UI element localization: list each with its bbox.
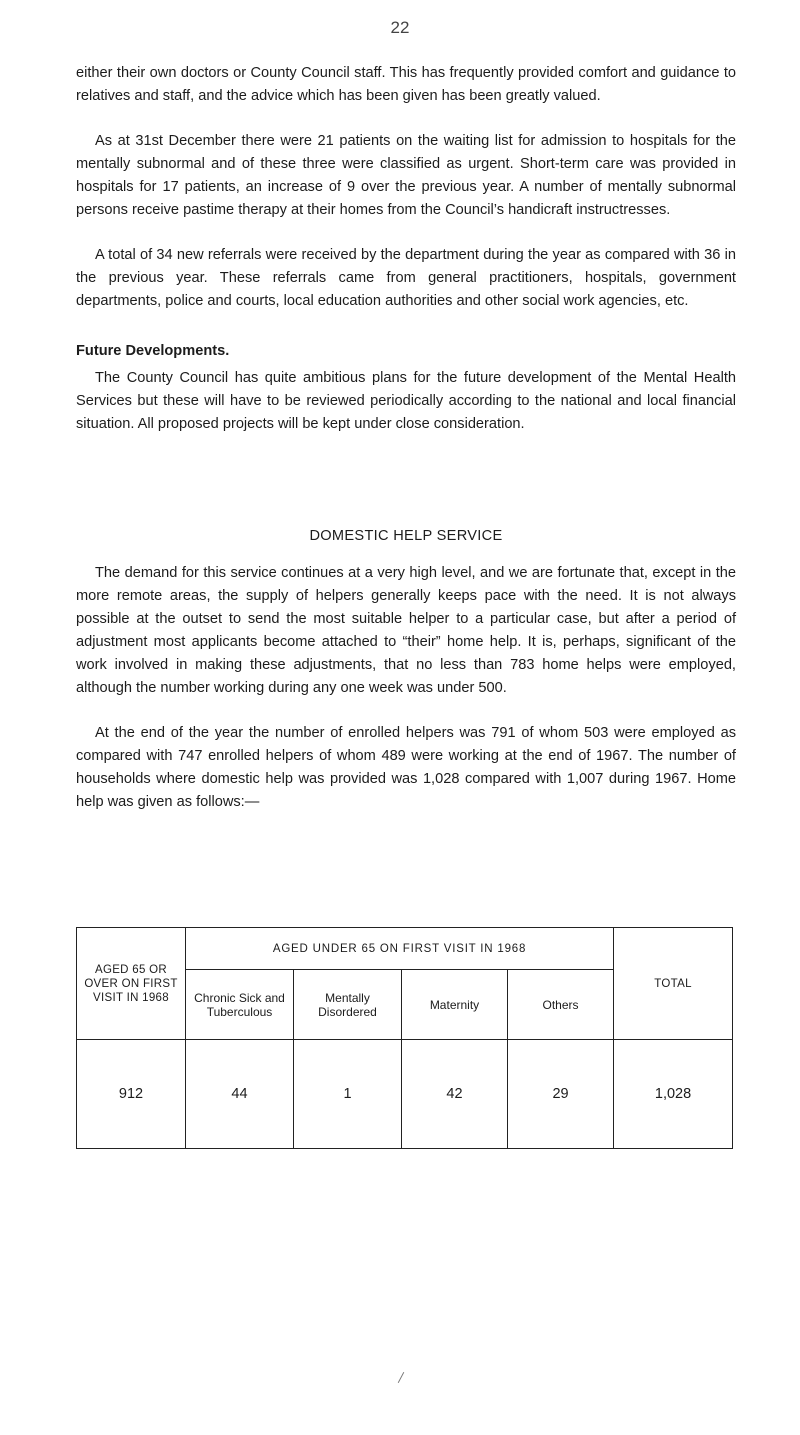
value-others: 29 bbox=[508, 1040, 614, 1149]
page-number: 22 bbox=[390, 18, 410, 37]
domestic-help-paragraph-enrolled: At the end of the year the number of enrolled helpers was 791 of whom 503 were employed as compared with 747 enrolled helpers of whom 489 were working at the end of 1967. The number of households where domestic help was provided was 1,028 compared with 1,007 during 1967. Home help was given as follows:— bbox=[76, 725, 736, 810]
header-chronic-sick: Chronic Sick and Tuberculous bbox=[186, 970, 294, 1040]
header-others: Others bbox=[508, 970, 614, 1040]
value-aged-65-over: 912 bbox=[77, 1040, 186, 1149]
value-mentally-disordered: 1 bbox=[294, 1040, 402, 1149]
header-mentally-disordered: Mentally Disordered bbox=[294, 970, 402, 1040]
domestic-help-heading: DOMESTIC HELP SERVICE bbox=[309, 528, 503, 544]
document-body bbox=[76, 62, 736, 814]
paragraph-referrals: A total of 34 new referrals were received by the department during the year as compared with 36 in the previous year. These referrals came from general practitioners, hospitals, government departments, police and courts, local education authorities and other social work agencies, etc. bbox=[76, 247, 736, 309]
table-header-row bbox=[77, 928, 733, 970]
header-aged-65-over: AGED 65 OR OVER ON FIRST VISIT IN 1968 bbox=[77, 928, 186, 1040]
table-row bbox=[77, 1040, 733, 1149]
pencil-mark bbox=[398, 1372, 405, 1383]
future-developments-heading: Future Developments. bbox=[76, 343, 230, 359]
value-maternity: 42 bbox=[402, 1040, 508, 1149]
value-chronic-sick: 44 bbox=[186, 1040, 294, 1149]
paragraph-continuation: either their own doctors or County Council staff. This has frequently provided comfort and guidance to relatives and staff, and the advice which has been given has been greatly valued. bbox=[76, 65, 736, 104]
header-total: TOTAL bbox=[614, 928, 733, 1040]
header-aged-under-65: AGED UNDER 65 ON FIRST VISIT IN 1968 bbox=[186, 928, 614, 970]
paragraph-waiting-list: As at 31st December there were 21 patients on the waiting list for admission to hospitals for the mentally subnormal and of these three were classified as urgent. Short-term care was provided in hospitals for 17 patients, an increase of 9 over the previous year. A number of mentally subnormal persons receive pastime therapy at their homes from the Council’s handicraft instructresses. bbox=[76, 133, 736, 218]
domestic-help-paragraph-demand: The demand for this service continues at a very high level, and we are fortunate that, except in the more remote areas, the supply of helpers generally keeps pace with the need. It is not always possible at the outset to send the most suitable helper to a particular case, but after a period of adjustment most applicants become attached to “their” home help. It is, perhaps, significant of the work involved in making these adjustments, that no less than 783 home helps were employed, although the number working during any one week was under 500. bbox=[76, 565, 736, 696]
header-maternity: Maternity bbox=[402, 970, 508, 1040]
home-help-table bbox=[76, 927, 733, 1149]
future-developments-paragraph: The County Council has quite ambitious plans for the future development of the Mental Health Services but these will have to be reviewed periodically according to the national and local financial situation. All proposed projects will be kept under close consideration. bbox=[76, 370, 736, 432]
value-total: 1,028 bbox=[614, 1040, 733, 1149]
